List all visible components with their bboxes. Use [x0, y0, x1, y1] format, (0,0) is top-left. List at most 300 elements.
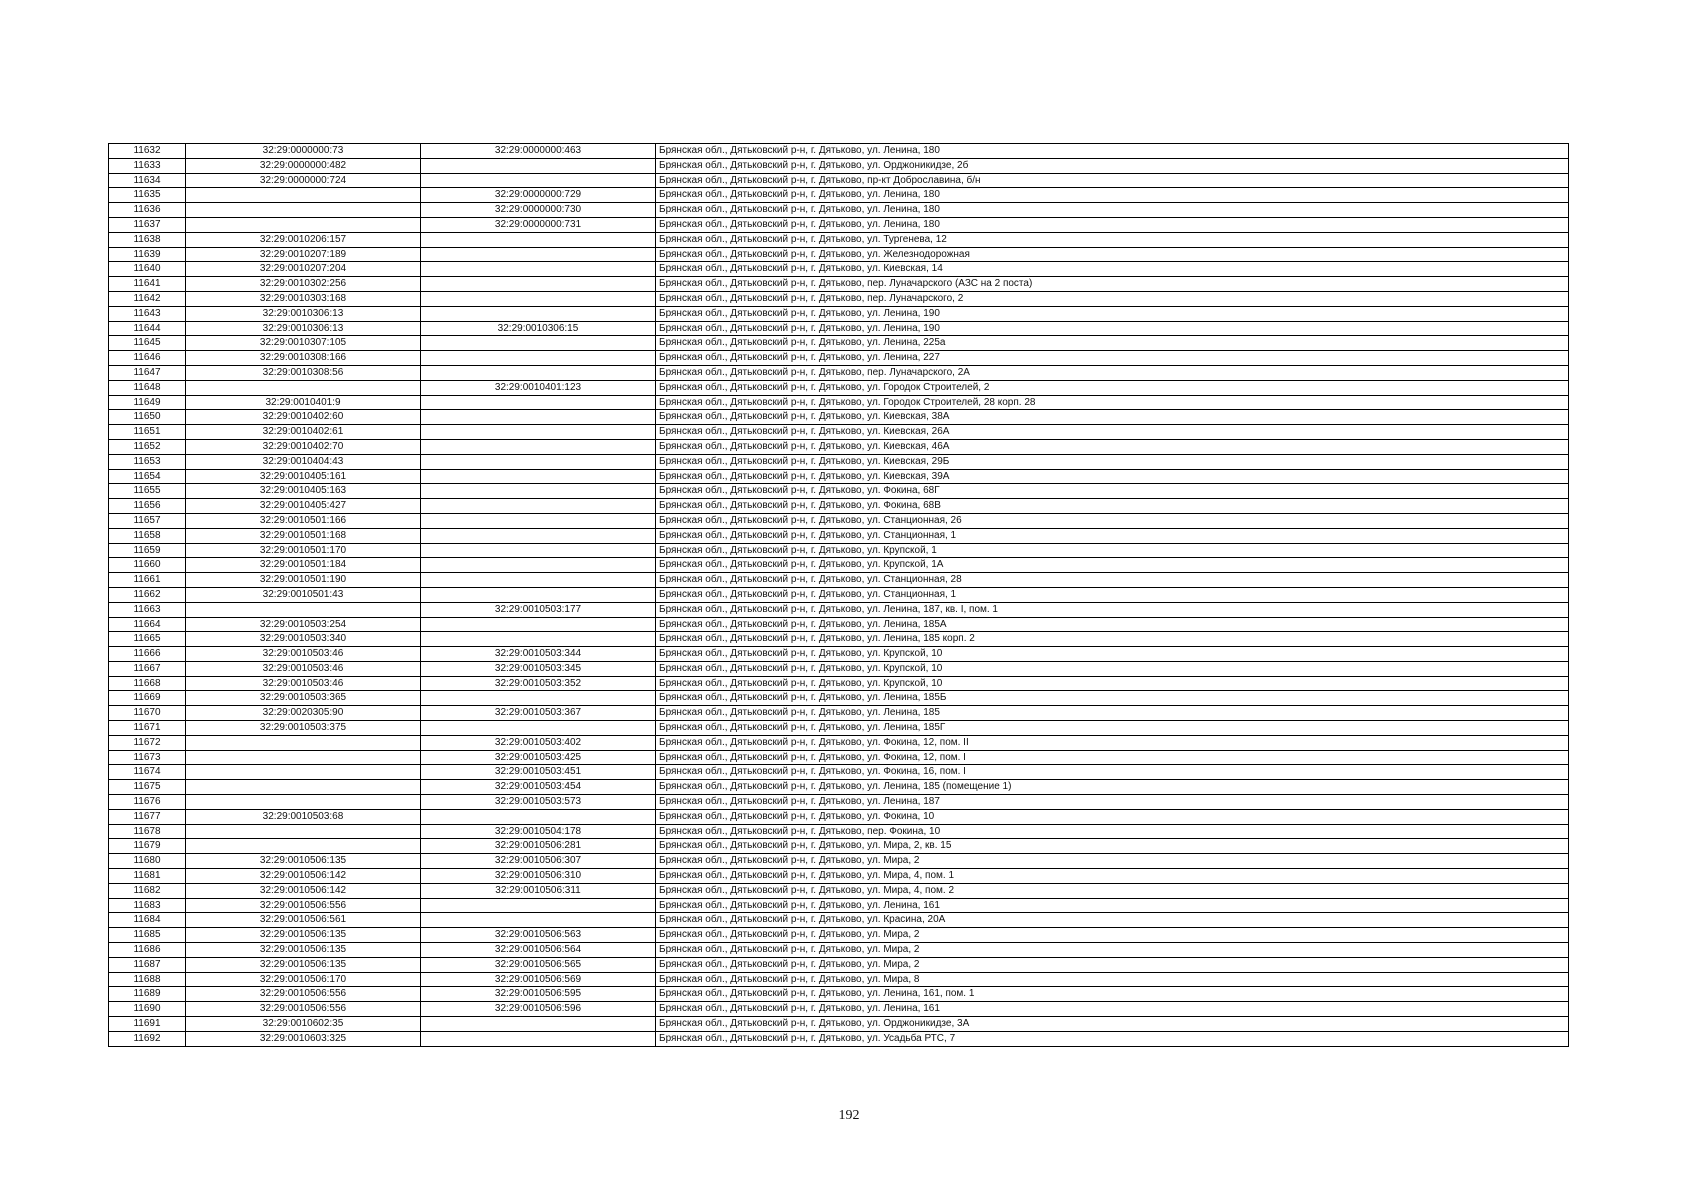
row-number-cell: 11691 [109, 1017, 186, 1032]
cadastral-number-cell: 32:29:0010402:61 [186, 425, 421, 440]
cadastral-number-cell: 32:29:0010501:43 [186, 587, 421, 602]
cadastral-number-cell: 32:29:0010308:166 [186, 351, 421, 366]
table-row [109, 676, 1569, 691]
address-cell: Брянская обл., Дятьковский р-н, г. Дятьково, ул. Киевская, 38А [656, 410, 1569, 425]
object-cadastral-number-cell: 32:29:0000000:731 [421, 217, 656, 232]
table-row [109, 573, 1569, 588]
address-cell: Брянская обл., Дятьковский р-н, г. Дятьково, ул. Крупской, 10 [656, 661, 1569, 676]
row-number-cell: 11671 [109, 721, 186, 736]
cadastral-number-cell: 32:29:0010506:561 [186, 913, 421, 928]
cadastral-number-cell: 32:29:0010503:254 [186, 617, 421, 632]
row-number-cell: 11670 [109, 706, 186, 721]
object-cadastral-number-cell [421, 277, 656, 292]
row-number-cell: 11635 [109, 188, 186, 203]
table-row [109, 351, 1569, 366]
row-number-cell: 11645 [109, 336, 186, 351]
object-cadastral-number-cell: 32:29:0010401:123 [421, 380, 656, 395]
address-cell: Брянская обл., Дятьковский р-н, г. Дятьково, ул. Ленина, 187 [656, 795, 1569, 810]
address-cell: Брянская обл., Дятьковский р-н, г. Дятьково, ул. Ленина, 161, пом. 1 [656, 987, 1569, 1002]
cadastral-number-cell: 32:29:0010306:13 [186, 321, 421, 336]
row-number-cell: 11651 [109, 425, 186, 440]
table-row [109, 558, 1569, 573]
object-cadastral-number-cell: 32:29:0010503:425 [421, 750, 656, 765]
table-row [109, 499, 1569, 514]
address-cell: Брянская обл., Дятьковский р-н, г. Дятьково, ул. Ленина, 190 [656, 306, 1569, 321]
cadastral-number-cell: 32:29:0010501:168 [186, 528, 421, 543]
table-row [109, 454, 1569, 469]
row-number-cell: 11657 [109, 513, 186, 528]
table-row [109, 217, 1569, 232]
object-cadastral-number-cell [421, 913, 656, 928]
object-cadastral-number-cell: 32:29:0010506:595 [421, 987, 656, 1002]
table-row [109, 661, 1569, 676]
row-number-cell: 11650 [109, 410, 186, 425]
address-cell: Брянская обл., Дятьковский р-н, г. Дятьково, ул. Крупской, 10 [656, 647, 1569, 662]
cadastral-number-cell: 32:29:0010207:204 [186, 262, 421, 277]
object-cadastral-number-cell: 32:29:0010506:569 [421, 972, 656, 987]
object-cadastral-number-cell: 32:29:0010503:454 [421, 780, 656, 795]
table-row [109, 336, 1569, 351]
address-cell: Брянская обл., Дятьковский р-н, г. Дятьково, пер. Луначарского (АЗС на 2 поста) [656, 277, 1569, 292]
row-number-cell: 11644 [109, 321, 186, 336]
row-number-cell: 11643 [109, 306, 186, 321]
address-cell: Брянская обл., Дятьковский р-н, г. Дятьково, ул. Киевская, 26А [656, 425, 1569, 440]
address-cell: Брянская обл., Дятьковский р-н, г. Дятьково, ул. Тургенева, 12 [656, 232, 1569, 247]
object-cadastral-number-cell [421, 365, 656, 380]
row-number-cell: 11665 [109, 632, 186, 647]
row-number-cell: 11687 [109, 957, 186, 972]
cadastral-number-cell: 32:29:0010307:105 [186, 336, 421, 351]
row-number-cell: 11653 [109, 454, 186, 469]
object-cadastral-number-cell: 32:29:0010506:564 [421, 943, 656, 958]
address-cell: Брянская обл., Дятьковский р-н, г. Дятьково, ул. Фокина, 10 [656, 809, 1569, 824]
address-cell: Брянская обл., Дятьковский р-н, г. Дятьково, ул. Фокина, 16, пом. I [656, 765, 1569, 780]
address-cell: Брянская обл., Дятьковский р-н, г. Дятьково, ул. Киевская, 14 [656, 262, 1569, 277]
object-cadastral-number-cell: 32:29:0010503:352 [421, 676, 656, 691]
table-row [109, 809, 1569, 824]
address-cell: Брянская обл., Дятьковский р-н, г. Дятьково, ул. Станционная, 1 [656, 528, 1569, 543]
registry-table-body [109, 144, 1569, 1047]
cadastral-number-cell: 32:29:0010503:46 [186, 676, 421, 691]
table-row [109, 203, 1569, 218]
cadastral-number-cell: 32:29:0000000:482 [186, 158, 421, 173]
table-row [109, 647, 1569, 662]
object-cadastral-number-cell [421, 158, 656, 173]
table-row [109, 306, 1569, 321]
row-number-cell: 11649 [109, 395, 186, 410]
address-cell: Брянская обл., Дятьковский р-н, г. Дятьково, ул. Станционная, 26 [656, 513, 1569, 528]
table-row [109, 1031, 1569, 1046]
object-cadastral-number-cell [421, 262, 656, 277]
address-cell: Брянская обл., Дятьковский р-н, г. Дятьково, ул. Городок Строителей, 28 корп. 28 [656, 395, 1569, 410]
row-number-cell: 11678 [109, 824, 186, 839]
cadastral-number-cell: 32:29:0010503:375 [186, 721, 421, 736]
row-number-cell: 11655 [109, 484, 186, 499]
row-number-cell: 11669 [109, 691, 186, 706]
cadastral-number-cell: 32:29:0010308:56 [186, 365, 421, 380]
row-number-cell: 11692 [109, 1031, 186, 1046]
cadastral-number-cell: 32:29:0010405:161 [186, 469, 421, 484]
row-number-cell: 11636 [109, 203, 186, 218]
object-cadastral-number-cell [421, 691, 656, 706]
row-number-cell: 11680 [109, 854, 186, 869]
address-cell: Брянская обл., Дятьковский р-н, г. Дятьково, ул. Ленина, 185А [656, 617, 1569, 632]
cadastral-number-cell: 32:29:0010506:556 [186, 898, 421, 913]
cadastral-number-cell: 32:29:0010306:13 [186, 306, 421, 321]
address-cell: Брянская обл., Дятьковский р-н, г. Дятьково, ул. Фокина, 68Г [656, 484, 1569, 499]
cadastral-number-cell: 32:29:0010506:135 [186, 928, 421, 943]
cadastral-number-cell: 32:29:0010506:135 [186, 943, 421, 958]
cadastral-number-cell: 32:29:0010501:170 [186, 543, 421, 558]
table-row [109, 425, 1569, 440]
object-cadastral-number-cell: 32:29:0000000:730 [421, 203, 656, 218]
table-row [109, 291, 1569, 306]
table-row [109, 943, 1569, 958]
cadastral-number-cell [186, 839, 421, 854]
row-number-cell: 11688 [109, 972, 186, 987]
address-cell: Брянская обл., Дятьковский р-н, г. Дятьково, ул. Ленина, 180 [656, 203, 1569, 218]
address-cell: Брянская обл., Дятьковский р-н, г. Дятьково, ул. Ленина, 185 [656, 706, 1569, 721]
address-cell: Брянская обл., Дятьковский р-н, г. Дятьково, пер. Фокина, 10 [656, 824, 1569, 839]
row-number-cell: 11672 [109, 735, 186, 750]
table-row [109, 469, 1569, 484]
row-number-cell: 11639 [109, 247, 186, 262]
row-number-cell: 11666 [109, 647, 186, 662]
object-cadastral-number-cell: 32:29:0010506:307 [421, 854, 656, 869]
row-number-cell: 11683 [109, 898, 186, 913]
table-row [109, 854, 1569, 869]
table-row [109, 987, 1569, 1002]
object-cadastral-number-cell [421, 395, 656, 410]
table-row [109, 721, 1569, 736]
address-cell: Брянская обл., Дятьковский р-н, г. Дятьково, ул. Фокина, 12, пом. II [656, 735, 1569, 750]
address-cell: Брянская обл., Дятьковский р-н, г. Дятьково, ул. Станционная, 1 [656, 587, 1569, 602]
registry-table [108, 143, 1569, 1047]
address-cell: Брянская обл., Дятьковский р-н, г. Дятьково, ул. Ленина, 185 корп. 2 [656, 632, 1569, 647]
row-number-cell: 11667 [109, 661, 186, 676]
object-cadastral-number-cell: 32:29:0010503:177 [421, 602, 656, 617]
address-cell: Брянская обл., Дятьковский р-н, г. Дятьково, ул. Крупской, 10 [656, 676, 1569, 691]
row-number-cell: 11668 [109, 676, 186, 691]
cadastral-number-cell: 32:29:0010501:190 [186, 573, 421, 588]
object-cadastral-number-cell [421, 484, 656, 499]
table-row [109, 869, 1569, 884]
table-row [109, 839, 1569, 854]
object-cadastral-number-cell: 32:29:0010506:311 [421, 883, 656, 898]
table-row [109, 824, 1569, 839]
address-cell: Брянская обл., Дятьковский р-н, г. Дятьково, ул. Ленина, 180 [656, 217, 1569, 232]
object-cadastral-number-cell [421, 232, 656, 247]
address-cell: Брянская обл., Дятьковский р-н, г. Дятьково, ул. Киевская, 29Б [656, 454, 1569, 469]
address-cell: Брянская обл., Дятьковский р-н, г. Дятьково, ул. Киевская, 39А [656, 469, 1569, 484]
cadastral-number-cell: 32:29:0010404:43 [186, 454, 421, 469]
object-cadastral-number-cell: 32:29:0010506:565 [421, 957, 656, 972]
object-cadastral-number-cell [421, 1017, 656, 1032]
row-number-cell: 11647 [109, 365, 186, 380]
object-cadastral-number-cell [421, 632, 656, 647]
cadastral-number-cell: 32:29:0010207:189 [186, 247, 421, 262]
cadastral-number-cell: 32:29:0010405:163 [186, 484, 421, 499]
object-cadastral-number-cell [421, 543, 656, 558]
address-cell: Брянская обл., Дятьковский р-н, г. Дятьково, ул. Железнодорожная [656, 247, 1569, 262]
row-number-cell: 11686 [109, 943, 186, 958]
row-number-cell: 11640 [109, 262, 186, 277]
row-number-cell: 11656 [109, 499, 186, 514]
object-cadastral-number-cell [421, 513, 656, 528]
row-number-cell: 11642 [109, 291, 186, 306]
row-number-cell: 11654 [109, 469, 186, 484]
table-row [109, 232, 1569, 247]
cadastral-number-cell: 32:29:0010503:68 [186, 809, 421, 824]
row-number-cell: 11633 [109, 158, 186, 173]
address-cell: Брянская обл., Дятьковский р-н, г. Дятьково, ул. Ленина, 180 [656, 188, 1569, 203]
table-row [109, 439, 1569, 454]
address-cell: Брянская обл., Дятьковский р-н, г. Дятьково, ул. Мира, 4, пом. 2 [656, 883, 1569, 898]
cadastral-number-cell [186, 380, 421, 395]
row-number-cell: 11632 [109, 144, 186, 159]
row-number-cell: 11679 [109, 839, 186, 854]
address-cell: Брянская обл., Дятьковский р-н, г. Дятьково, ул. Ленина, 187, кв. I, пом. 1 [656, 602, 1569, 617]
row-number-cell: 11675 [109, 780, 186, 795]
address-cell: Брянская обл., Дятьковский р-н, г. Дятьково, пер. Луначарского, 2А [656, 365, 1569, 380]
table-row [109, 587, 1569, 602]
cadastral-number-cell: 32:29:0010506:142 [186, 869, 421, 884]
cadastral-number-cell: 32:29:0010603:325 [186, 1031, 421, 1046]
row-number-cell: 11648 [109, 380, 186, 395]
cadastral-number-cell [186, 217, 421, 232]
object-cadastral-number-cell: 32:29:0010506:596 [421, 1002, 656, 1017]
row-number-cell: 11661 [109, 573, 186, 588]
address-cell: Брянская обл., Дятьковский р-н, г. Дятьково, ул. Крупской, 1 [656, 543, 1569, 558]
row-number-cell: 11676 [109, 795, 186, 810]
object-cadastral-number-cell [421, 587, 656, 602]
row-number-cell: 11690 [109, 1002, 186, 1017]
table-row [109, 1017, 1569, 1032]
address-cell: Брянская обл., Дятьковский р-н, г. Дятьково, ул. Мира, 2, кв. 15 [656, 839, 1569, 854]
cadastral-number-cell: 32:29:0010303:168 [186, 291, 421, 306]
row-number-cell: 11659 [109, 543, 186, 558]
table-row [109, 277, 1569, 292]
cadastral-number-cell: 32:29:0010302:256 [186, 277, 421, 292]
cadastral-number-cell: 32:29:0010501:166 [186, 513, 421, 528]
address-cell: Брянская обл., Дятьковский р-н, г. Дятьково, ул. Орджоникидзе, 3А [656, 1017, 1569, 1032]
table-row [109, 602, 1569, 617]
cadastral-number-cell: 32:29:0010405:427 [186, 499, 421, 514]
address-cell: Брянская обл., Дятьковский р-н, г. Дятьково, ул. Ленина, 227 [656, 351, 1569, 366]
page-number: 192 [838, 1108, 860, 1123]
cadastral-number-cell [186, 602, 421, 617]
address-cell: Брянская обл., Дятьковский р-н, г. Дятьково, ул. Ленина, 185Б [656, 691, 1569, 706]
table-row [109, 735, 1569, 750]
address-cell: Брянская обл., Дятьковский р-н, г. Дятьково, ул. Фокина, 68В [656, 499, 1569, 514]
cadastral-number-cell [186, 824, 421, 839]
address-cell: Брянская обл., Дятьковский р-н, г. Дятьково, ул. Ленина, 190 [656, 321, 1569, 336]
object-cadastral-number-cell [421, 1031, 656, 1046]
row-number-cell: 11673 [109, 750, 186, 765]
cadastral-number-cell [186, 795, 421, 810]
table-row [109, 928, 1569, 943]
object-cadastral-number-cell [421, 291, 656, 306]
object-cadastral-number-cell [421, 469, 656, 484]
row-number-cell: 11652 [109, 439, 186, 454]
table-row [109, 972, 1569, 987]
address-cell: Брянская обл., Дятьковский р-н, г. Дятьково, ул. Мира, 2 [656, 957, 1569, 972]
row-number-cell: 11677 [109, 809, 186, 824]
address-cell: Брянская обл., Дятьковский р-н, г. Дятьково, ул. Ленина, 185 (помещение 1) [656, 780, 1569, 795]
object-cadastral-number-cell: 32:29:0010503:402 [421, 735, 656, 750]
cadastral-number-cell: 32:29:0020305:90 [186, 706, 421, 721]
address-cell: Брянская обл., Дятьковский р-н, г. Дятьково, пр-кт Доброславина, б/н [656, 173, 1569, 188]
cadastral-number-cell [186, 203, 421, 218]
table-row [109, 795, 1569, 810]
row-number-cell: 11660 [109, 558, 186, 573]
table-row [109, 780, 1569, 795]
cadastral-number-cell: 32:29:0010503:46 [186, 647, 421, 662]
object-cadastral-number-cell: 32:29:0010503:573 [421, 795, 656, 810]
address-cell: Брянская обл., Дятьковский р-н, г. Дятьково, ул. Городок Строителей, 2 [656, 380, 1569, 395]
address-cell: Брянская обл., Дятьковский р-н, г. Дятьково, ул. Мира, 2 [656, 854, 1569, 869]
cadastral-number-cell: 32:29:0010506:556 [186, 987, 421, 1002]
object-cadastral-number-cell [421, 617, 656, 632]
cadastral-number-cell: 32:29:0010506:142 [186, 883, 421, 898]
row-number-cell: 11658 [109, 528, 186, 543]
table-row [109, 513, 1569, 528]
object-cadastral-number-cell: 32:29:0010503:367 [421, 706, 656, 721]
address-cell: Брянская обл., Дятьковский р-н, г. Дятьково, ул. Ленина, 161 [656, 1002, 1569, 1017]
cadastral-number-cell: 32:29:0010501:184 [186, 558, 421, 573]
address-cell: Брянская обл., Дятьковский р-н, г. Дятьково, ул. Мира, 2 [656, 943, 1569, 958]
row-number-cell: 11638 [109, 232, 186, 247]
table-row [109, 957, 1569, 972]
object-cadastral-number-cell: 32:29:0010504:178 [421, 824, 656, 839]
row-number-cell: 11689 [109, 987, 186, 1002]
cadastral-number-cell [186, 765, 421, 780]
object-cadastral-number-cell [421, 410, 656, 425]
row-number-cell: 11634 [109, 173, 186, 188]
object-cadastral-number-cell [421, 528, 656, 543]
cadastral-number-cell: 32:29:0010206:157 [186, 232, 421, 247]
object-cadastral-number-cell: 32:29:0010503:451 [421, 765, 656, 780]
cadastral-number-cell [186, 780, 421, 795]
row-number-cell: 11682 [109, 883, 186, 898]
table-row [109, 173, 1569, 188]
object-cadastral-number-cell: 32:29:0010503:345 [421, 661, 656, 676]
row-number-cell: 11646 [109, 351, 186, 366]
cadastral-number-cell [186, 735, 421, 750]
cadastral-number-cell: 32:29:0010506:170 [186, 972, 421, 987]
table-row [109, 410, 1569, 425]
row-number-cell: 11674 [109, 765, 186, 780]
row-number-cell: 11641 [109, 277, 186, 292]
object-cadastral-number-cell: 32:29:0010306:15 [421, 321, 656, 336]
address-cell: Брянская обл., Дятьковский р-н, г. Дятьково, ул. Ленина, 185Г [656, 721, 1569, 736]
cadastral-number-cell: 32:29:0000000:724 [186, 173, 421, 188]
address-cell: Брянская обл., Дятьковский р-н, г. Дятьково, ул. Орджоникидзе, 2б [656, 158, 1569, 173]
object-cadastral-number-cell [421, 809, 656, 824]
object-cadastral-number-cell: 32:29:0010506:281 [421, 839, 656, 854]
row-number-cell: 11662 [109, 587, 186, 602]
row-number-cell: 11664 [109, 617, 186, 632]
table-row [109, 528, 1569, 543]
address-cell: Брянская обл., Дятьковский р-н, г. Дятьково, ул. Мира, 2 [656, 928, 1569, 943]
object-cadastral-number-cell [421, 573, 656, 588]
address-cell: Брянская обл., Дятьковский р-н, г. Дятьково, ул. Крупской, 1А [656, 558, 1569, 573]
table-row [109, 395, 1569, 410]
address-cell: Брянская обл., Дятьковский р-н, г. Дятьково, ул. Усадьба РТС, 7 [656, 1031, 1569, 1046]
table-row [109, 158, 1569, 173]
object-cadastral-number-cell [421, 898, 656, 913]
table-row [109, 365, 1569, 380]
table-row [109, 247, 1569, 262]
table-row [109, 543, 1569, 558]
object-cadastral-number-cell [421, 351, 656, 366]
address-cell: Брянская обл., Дятьковский р-н, г. Дятьково, ул. Ленина, 180 [656, 144, 1569, 159]
table-row [109, 765, 1569, 780]
table-row [109, 883, 1569, 898]
object-cadastral-number-cell [421, 454, 656, 469]
address-cell: Брянская обл., Дятьковский р-н, г. Дятьково, ул. Ленина, 161 [656, 898, 1569, 913]
table-row [109, 188, 1569, 203]
object-cadastral-number-cell [421, 499, 656, 514]
table-row [109, 1002, 1569, 1017]
table-row [109, 632, 1569, 647]
object-cadastral-number-cell: 32:29:0010503:344 [421, 647, 656, 662]
table-row [109, 750, 1569, 765]
address-cell: Брянская обл., Дятьковский р-н, г. Дятьково, ул. Станционная, 28 [656, 573, 1569, 588]
address-cell: Брянская обл., Дятьковский р-н, г. Дятьково, ул. Фокина, 12, пом. I [656, 750, 1569, 765]
object-cadastral-number-cell [421, 425, 656, 440]
table-row [109, 617, 1569, 632]
object-cadastral-number-cell: 32:29:0000000:463 [421, 144, 656, 159]
table-row [109, 144, 1569, 159]
object-cadastral-number-cell [421, 247, 656, 262]
table-row [109, 706, 1569, 721]
cadastral-number-cell: 32:29:0000000:73 [186, 144, 421, 159]
table-row [109, 262, 1569, 277]
table-row [109, 380, 1569, 395]
object-cadastral-number-cell [421, 306, 656, 321]
object-cadastral-number-cell [421, 558, 656, 573]
address-cell: Брянская обл., Дятьковский р-н, г. Дятьково, ул. Красина, 20А [656, 913, 1569, 928]
cadastral-number-cell: 32:29:0010503:365 [186, 691, 421, 706]
table-row [109, 913, 1569, 928]
row-number-cell: 11681 [109, 869, 186, 884]
cadastral-number-cell: 32:29:0010602:35 [186, 1017, 421, 1032]
cadastral-number-cell: 32:29:0010402:60 [186, 410, 421, 425]
table-row [109, 484, 1569, 499]
row-number-cell: 11663 [109, 602, 186, 617]
cadastral-number-cell: 32:29:0010506:135 [186, 957, 421, 972]
cadastral-number-cell: 32:29:0010503:340 [186, 632, 421, 647]
table-row [109, 321, 1569, 336]
cadastral-number-cell: 32:29:0010503:46 [186, 661, 421, 676]
cadastral-number-cell: 32:29:0010402:70 [186, 439, 421, 454]
object-cadastral-number-cell [421, 336, 656, 351]
address-cell: Брянская обл., Дятьковский р-н, г. Дятьково, ул. Мира, 8 [656, 972, 1569, 987]
address-cell: Брянская обл., Дятьковский р-н, г. Дятьково, ул. Ленина, 225а [656, 336, 1569, 351]
table-row [109, 691, 1569, 706]
cadastral-number-cell: 32:29:0010506:556 [186, 1002, 421, 1017]
table-row [109, 898, 1569, 913]
row-number-cell: 11637 [109, 217, 186, 232]
cadastral-number-cell [186, 188, 421, 203]
object-cadastral-number-cell [421, 721, 656, 736]
object-cadastral-number-cell [421, 173, 656, 188]
object-cadastral-number-cell [421, 439, 656, 454]
cadastral-number-cell [186, 750, 421, 765]
row-number-cell: 11684 [109, 913, 186, 928]
object-cadastral-number-cell: 32:29:0000000:729 [421, 188, 656, 203]
